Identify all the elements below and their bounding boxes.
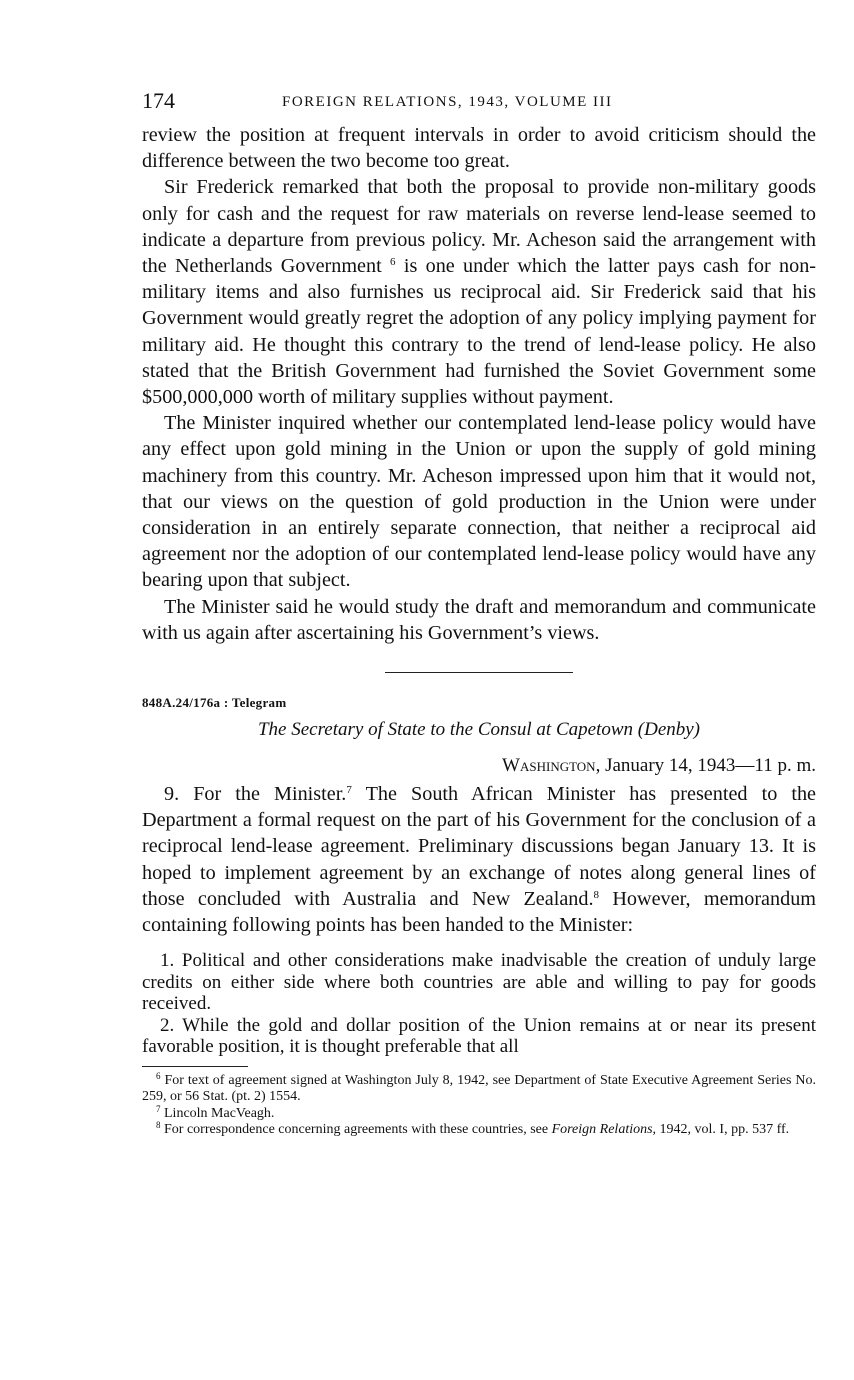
paragraph-sir-frederick-rest: is one under which the latter pays cash for non-military items and also furnishes us reciprocal aid. Sir Frederick said that his Government would greatly regret the adoption of any policy implying payment for military aid. He thought this contrary to the trend of lend-lease policy. He also stated that the British Government had furnished the Soviet Government some $500,000,000 worth of military supplies without payment. (142, 255, 817, 409)
footnote-8-text-b: , 1942, vol. I, pp. 537 ff. (652, 1122, 790, 1138)
page-number: 174 (142, 88, 175, 113)
memorandum-point-1: 1. Political and other considerations make inadvisable the creation of unduly large credits on either side where both countries are able and willing to pay for goods received. (142, 950, 816, 1015)
paragraph-sir-frederick (142, 174, 816, 410)
footnote-ref-7: 7 (346, 784, 352, 797)
footnote-6-marker: 6 (156, 1070, 161, 1081)
footnote-ref-8: 8 (593, 888, 600, 901)
memorandum-points (142, 950, 816, 1058)
dateline (142, 755, 816, 777)
footnote-8 (142, 1122, 816, 1139)
footnote-6 (142, 1070, 817, 1106)
telegram-body-end: However, memorandum containing following points has been handed to the Minister: (142, 887, 817, 937)
document-page (142, 88, 816, 1139)
footnote-7-marker: 7 (156, 1103, 161, 1114)
footnotes (142, 1070, 817, 1139)
memorandum-point-2: 2. While the gold and dollar position of the Union remains at or near its present favorable position, it is thought preferable that all (142, 1014, 816, 1058)
footnote-8-italic: Foreign Relations (551, 1122, 653, 1138)
paragraph-continued: review the position at frequent intervals in order to avoid criticism should the difference between the two become too great. (142, 124, 816, 173)
footnote-ref-6: 6 (390, 256, 396, 269)
paragraph-sir-frederick-text: Sir Frederick remarked that both the proposal to provide non-military goods only for cash and the request for raw materials on reverse lend-lease seemed to indicate a departure from previous policy. Mr. Acheson said the arrangement with the Netherlands Government (142, 176, 816, 278)
document-title: The Secretary of State to the Consul at Capetown (Denby) (257, 719, 701, 741)
section-divider (385, 672, 573, 673)
telegram-body-text: The South African Minister has presented to the Department a formal request on the part of his Government for the conclusion of a reciprocal lend-lease agreement. Preliminary discussions began January 13. It is hoped to implement agreement by an exchange of notes along general lines of those concluded with Australia and New Zealand. (142, 783, 816, 910)
running-title: FOREIGN RELATIONS, 1943, VOLUME III (282, 94, 613, 110)
footnote-7-text: Lincoln MacVeagh. (164, 1105, 275, 1121)
paragraph-minister-inquired: The Minister inquired whether our contemplated lend-lease policy would have any effect upon gold mining in the Union or upon the supply of gold mining machinery from this country. Mr. Acheson impressed upon him that it would not, that our views on the question of gold production in the Union were under consideration in an entirely separate connection, that neither a reciprocal aid agreement nor the adoption of our contemplated lend-lease policy would have any bearing upon that subject. (142, 412, 816, 592)
dateline-place: Washington, (502, 755, 601, 777)
telegram-body-start: 9. For the Minister. (164, 783, 347, 806)
dateline-date: January 14, 1943—11 p. m. (605, 755, 816, 777)
paragraph-minister-study: The Minister said he would study the draft and memorandum and communicate with us again after ascertaining his Government’s views. (142, 595, 816, 644)
footnote-8-marker: 8 (156, 1120, 161, 1131)
footnote-6-text: For text of agreement signed at Washington July 8, 1942, see Department of State Executive Agreement Series No. 259, or 56 Stat. (pt. 2) 1554. (142, 1072, 817, 1105)
file-reference: 848A.24/176a : Telegram (142, 695, 287, 711)
footnote-divider (142, 1066, 248, 1067)
page-header (142, 88, 816, 122)
telegram-body (142, 781, 816, 938)
footnote-7 (142, 1103, 816, 1123)
footnote-8-text-a: For correspondence concerning agreements with these countries, see (164, 1122, 549, 1138)
